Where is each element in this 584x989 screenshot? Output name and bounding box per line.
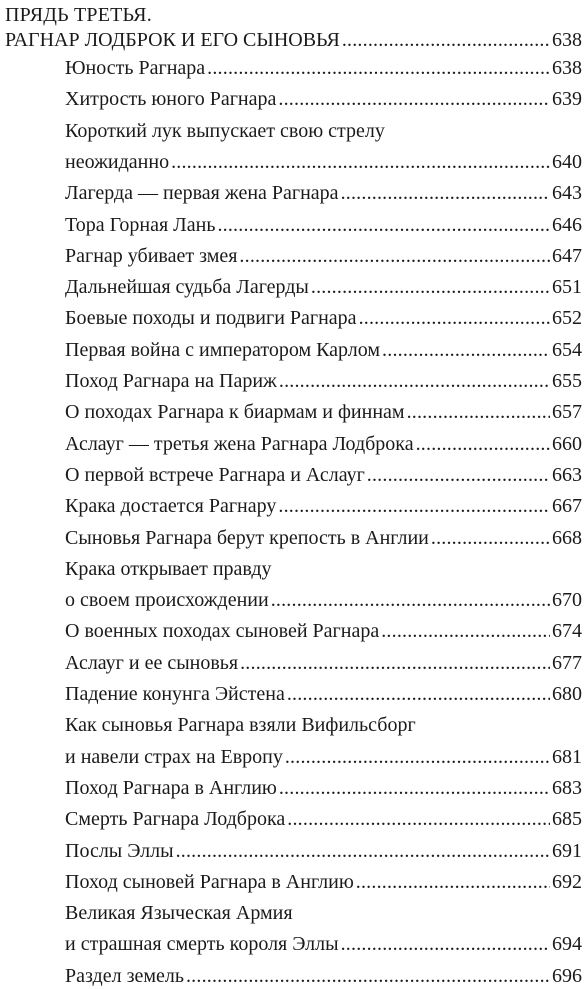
toc-entry xyxy=(65,493,582,519)
toc-entry-title: и навели страх на Европу xyxy=(65,745,283,768)
dot-leader xyxy=(278,493,550,519)
dot-leader xyxy=(279,368,550,394)
toc-entry-title: Поход сыновей Рагнара в Англию xyxy=(65,870,354,893)
dot-leader xyxy=(186,963,550,989)
toc-entry-title: Первая война с императором Карлом xyxy=(65,338,381,361)
toc-entry xyxy=(65,650,582,676)
toc-page-number: 638 xyxy=(552,57,582,79)
toc-entry-title: Юность Рагнара xyxy=(65,57,206,79)
toc-entry xyxy=(65,274,582,300)
toc-entry xyxy=(65,337,582,363)
toc-page-number: 651 xyxy=(552,276,582,299)
toc-entry xyxy=(65,681,582,707)
toc-entry-title: Дальнейшая судьба Лагерды xyxy=(65,276,309,299)
toc-entry xyxy=(65,399,582,425)
dot-leader xyxy=(341,180,550,206)
toc-page-number: 685 xyxy=(552,808,582,831)
toc-entry-title: Аслауг и ее сыновья xyxy=(65,651,239,674)
toc-page-number: 655 xyxy=(552,370,582,392)
toc-entry xyxy=(65,744,582,770)
toc-entry xyxy=(65,305,582,331)
dot-leader xyxy=(407,399,550,425)
toc-entry xyxy=(65,963,582,989)
toc-entry-title: Боевые походы и подвиги Рагнара xyxy=(65,307,357,330)
dot-leader xyxy=(359,305,550,331)
toc-entry-title: Раздел земель xyxy=(65,964,184,987)
dot-leader xyxy=(311,274,550,300)
toc-entry-title: Хитрость юного Рагнара xyxy=(65,88,277,111)
toc-entry xyxy=(65,587,582,613)
dot-leader xyxy=(382,337,550,363)
toc-entry-title-line: Великая Языческая Армия xyxy=(65,902,293,925)
dot-leader xyxy=(367,462,550,488)
toc-entry-title: Лагерда — первая жена Рагнара xyxy=(65,182,339,205)
toc-page-number: 677 xyxy=(552,651,582,674)
toc-page-number: 639 xyxy=(552,88,582,111)
toc-entry-title: Крака достается Рагнару xyxy=(65,495,277,518)
toc-entry-title: Рагнар убивает змея xyxy=(65,244,238,267)
dot-leader xyxy=(342,27,550,53)
toc-page-number: 691 xyxy=(552,839,582,862)
dot-leader xyxy=(239,243,550,269)
toc-entry xyxy=(65,869,582,895)
toc-entry xyxy=(65,838,582,864)
toc-entry-title: Поход Рагнара на Париж xyxy=(65,370,277,392)
dot-leader xyxy=(207,55,550,81)
dot-leader xyxy=(416,431,550,457)
toc-entry-title: О походах Рагнара к биармам и финнам xyxy=(65,401,405,424)
dot-leader xyxy=(279,775,550,801)
toc-entry xyxy=(65,431,582,457)
dot-leader xyxy=(240,650,550,676)
dot-leader xyxy=(356,869,550,895)
dot-leader xyxy=(287,806,550,832)
dot-leader xyxy=(287,681,550,707)
toc-entry-title-line: Как сыновья Рагнара взяли Вифильсборг xyxy=(65,714,416,737)
dot-leader xyxy=(271,587,550,613)
toc-entry-title: Послы Эллы xyxy=(65,839,174,862)
toc-entry-title: Аслауг — третья жена Рагнара Лодброка xyxy=(65,432,414,455)
toc-page-number: 692 xyxy=(552,870,582,893)
toc-entry xyxy=(65,525,582,551)
toc-entry-title-line: Крака открывает правду xyxy=(65,557,272,580)
toc-entry-title: и страшная смерть короля Эллы xyxy=(65,933,339,956)
toc-page-number: 674 xyxy=(552,620,582,643)
toc-page-number: 640 xyxy=(552,150,582,173)
toc-entry xyxy=(65,368,582,394)
toc-entry-title: Тора Горная Лань xyxy=(65,213,216,236)
toc-entry-title: Сыновья Рагнара берут крепость в Англии xyxy=(65,526,429,549)
chapter-page-number: 638 xyxy=(552,29,582,51)
toc-page-number: 681 xyxy=(552,745,582,768)
toc-page-number: 668 xyxy=(552,526,582,549)
toc-page-number: 647 xyxy=(552,244,582,267)
dot-leader xyxy=(278,86,550,112)
dot-leader xyxy=(217,212,550,238)
toc-entry xyxy=(65,775,582,801)
toc-page-number: 667 xyxy=(552,495,582,518)
toc-page-number: 660 xyxy=(552,432,582,455)
toc-entry-title: неожиданно xyxy=(65,150,170,173)
toc-entry xyxy=(65,86,582,112)
toc-entry xyxy=(65,618,582,644)
toc-page-number: 654 xyxy=(552,338,582,361)
toc-page-number: 696 xyxy=(552,964,582,987)
toc-entry xyxy=(65,806,582,832)
toc-entry xyxy=(65,243,582,269)
toc-entry xyxy=(65,55,582,81)
toc-entry-title: О военных походах сыновей Рагнара xyxy=(65,620,380,643)
chapter-title: РАГНАР ЛОДБРОК И ЕГО СЫНОВЬЯ xyxy=(5,29,340,51)
dot-leader xyxy=(341,931,550,957)
dot-leader xyxy=(171,149,550,175)
toc-page-number: 643 xyxy=(552,182,582,205)
toc-page-number: 646 xyxy=(552,213,582,236)
toc-entry xyxy=(65,180,582,206)
toc-page-number: 657 xyxy=(552,401,582,424)
toc-entry-title: Поход Рагнара в Англию xyxy=(65,776,277,799)
chapter-label: ПРЯДЬ ТРЕТЬЯ. xyxy=(5,4,152,26)
toc-page-number: 694 xyxy=(552,933,582,956)
chapter-heading xyxy=(5,27,582,53)
toc-page-number: 663 xyxy=(552,463,582,486)
dot-leader xyxy=(381,618,550,644)
toc-entry xyxy=(65,212,582,238)
toc-page-number: 652 xyxy=(552,307,582,330)
dot-leader xyxy=(176,838,550,864)
toc-entry-title: Падение конунга Эйстена xyxy=(65,683,285,705)
toc-page-number: 680 xyxy=(552,683,582,705)
toc-entry-title-line: Короткий лук выпускает свою стрелу xyxy=(65,119,385,142)
toc-entry-title: Смерть Рагнара Лодброка xyxy=(65,808,286,831)
dot-leader xyxy=(431,525,550,551)
toc-entry xyxy=(65,462,582,488)
toc-page-number: 670 xyxy=(552,589,582,612)
toc-entry xyxy=(65,931,582,957)
toc-page-number: 683 xyxy=(552,776,582,799)
toc-entry-title: О первой встрече Рагнара и Аслауг xyxy=(65,463,365,486)
toc-entry-title: о своем происхождении xyxy=(65,589,269,612)
toc-entry xyxy=(65,149,582,175)
dot-leader xyxy=(285,744,550,770)
